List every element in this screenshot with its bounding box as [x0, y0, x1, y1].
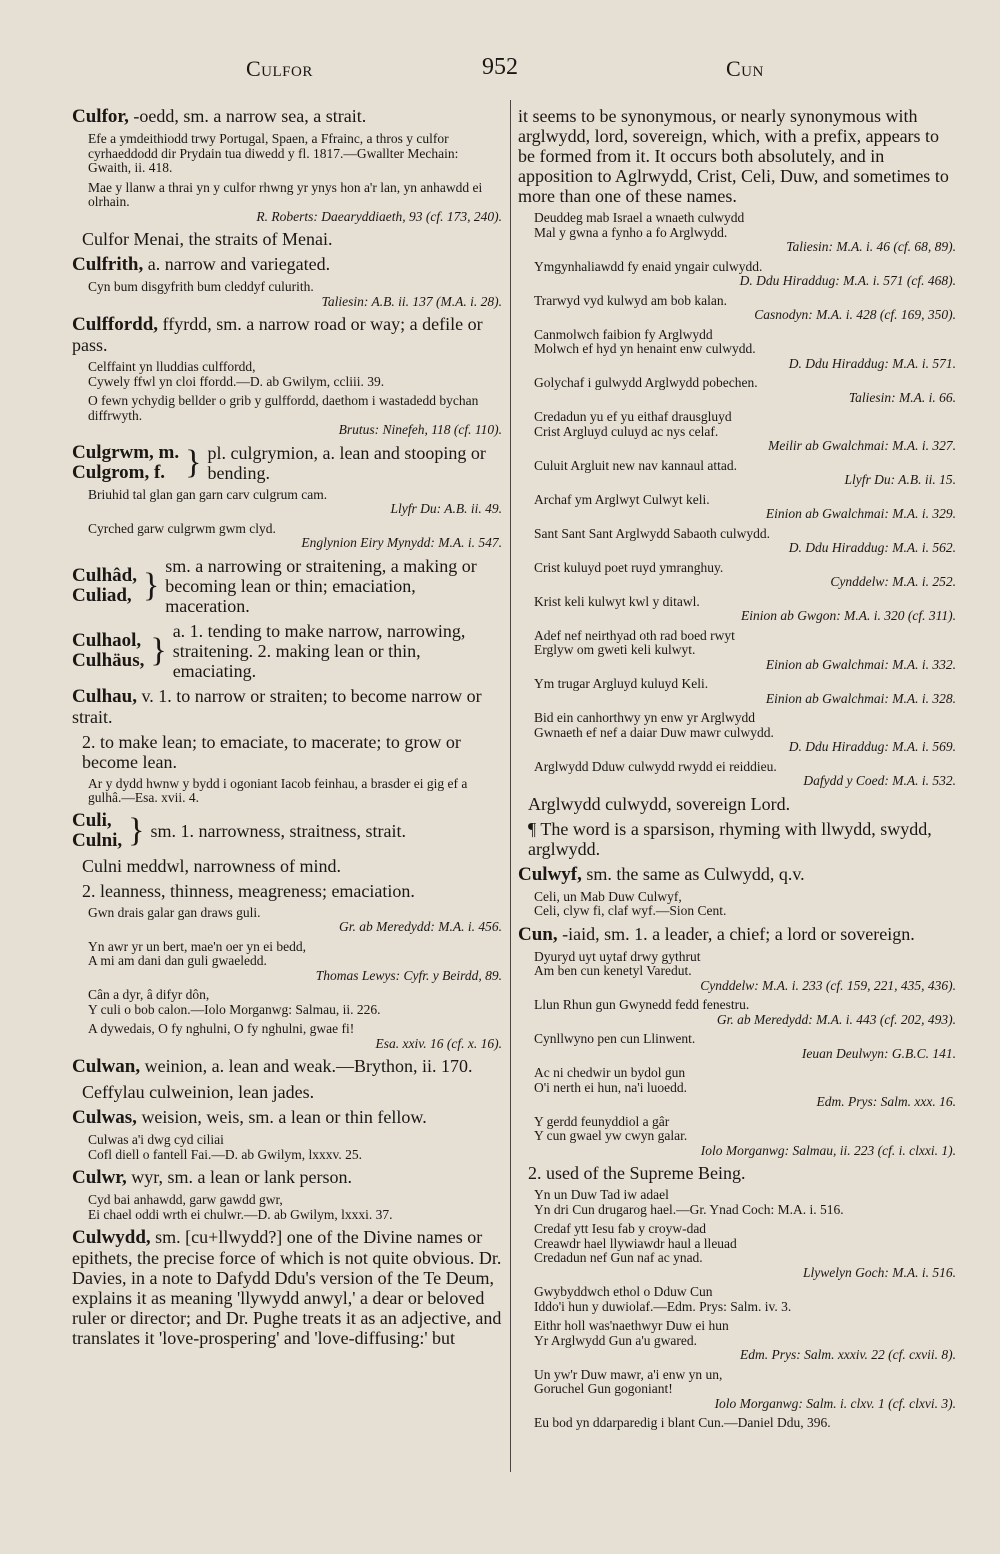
citation: [518, 1285, 956, 1314]
citation-line: Briuhid tal glan gan garn carv culgrum cam.: [88, 486, 328, 502]
citation: [518, 629, 956, 673]
citation-line: Dyuryd uyt uytaf drwy gythrut: [534, 948, 701, 964]
citation-source: Casnodyn: M.A. i. 428 (cf. 169, 350).: [754, 307, 956, 322]
citation-line: Iddo'i hun y duwiolaf.—Edm. Prys: Salm. iv. 3.: [534, 1298, 792, 1314]
citation-source: Llyfr Du: A.B. ii. 49.: [390, 501, 502, 516]
citation-line: Efe a ymdeithiodd trwy Portugal, Spaen, a Ffrainc, a thros y culfor cyrhaeddodd dir Prydain tua diwedd y fl. 1817.—Gwallter Mechain: Gwaith, ii. 418.: [88, 131, 459, 175]
citation-line: Adef nef neirthyad oth rad boed rwyt: [534, 627, 735, 643]
sub-sense: Culfor Menai, the straits of Menai.: [82, 229, 333, 249]
citation-source: Taliesin: M.A. i. 66.: [848, 389, 956, 405]
citation: [72, 940, 502, 984]
citation-source: Esa. xxiv. 16 (cf. x. 16).: [375, 1035, 502, 1051]
citation-source: Einion ab Gwgon: M.A. i. 320 (cf. 311).: [741, 608, 956, 623]
paired-entry: [72, 621, 502, 681]
header-right-guideword: Cun: [726, 56, 764, 81]
entry-definition: a. 1. tending to make narrow, narrowing, straitening. 2. making lean or thin, emaciating.: [172, 620, 466, 681]
citation-line: Crist Argluyd culuyd ac nys celaf.: [534, 423, 719, 439]
headword: Culwydd,: [72, 1227, 151, 1248]
citation-source: Thomas Lewys: Cyfr. y Beirdd, 89.: [315, 967, 502, 983]
entry-definition: sm. [cu+llwydd?] one of the Divine names or epithets, the precise force of which is not quite obvious. Dr. Davies, in a note to Dafydd Ddu's version of the Te Deum, explains it as meaning 'llywydd anwyl,' a dear or beloved ruler or director; and Dr. Pughe treats it as an adjective, and translates it 'love-prospering' and 'love-diffusing:' but: [72, 1227, 502, 1348]
citation-source: D. Ddu Hiraddug: M.A. i. 562.: [788, 540, 956, 555]
paired-entry: [72, 811, 502, 851]
citation-line: Yn un Duw Tad iw adael: [534, 1187, 669, 1202]
paired-entry: [72, 556, 502, 616]
headword-pair: [72, 443, 179, 483]
citation-source: Iolo Morganwg: Salm. i. clxv. 1 (cf. clxvi. 3).: [714, 1395, 956, 1411]
entry-definition: a. narrow and variegated.: [143, 254, 331, 274]
citation-line: Yn dri Cun drugarog hael.—Gr. Ynad Coch: M.A. i. 516.: [534, 1201, 844, 1217]
citation: [518, 1368, 956, 1412]
citation: [518, 1416, 956, 1431]
headword-pair: [72, 631, 144, 671]
citation-line: Cân a dyr, â difyr dôn,: [88, 987, 210, 1002]
entry-definition: wyr, sm. a lean or lank person.: [126, 1167, 352, 1187]
citation: [518, 260, 956, 289]
citation-source: Taliesin: A.B. ii. 137 (M.A. i. 28).: [321, 293, 502, 309]
headword: Culhäus,: [72, 649, 145, 671]
citation-line: Goruchel Gun gogoniant!: [534, 1381, 673, 1396]
citation-line: Golychaf i gulwydd Arglwydd pobechen.: [534, 375, 758, 390]
citation: [72, 522, 502, 551]
citation: [518, 1319, 956, 1363]
citation-line: Llun Rhun gun Gwynedd fedd fenestru.: [534, 997, 750, 1012]
left-column: [72, 106, 502, 1472]
citation-line: Cyrched garw culgrwm gwm clyd.: [88, 520, 276, 536]
citation-line: Mae y llanw a thrai yn y culfor rhwng yr ynys hon a'r lan, yn anhawdd ei olrhain.: [88, 179, 483, 209]
sub-sense: 2. used of the Supreme Being.: [528, 1163, 746, 1183]
citation-source: Gr. ab Meredydd: M.A. i. 443 (cf. 202, 493).: [716, 1011, 956, 1027]
citation: [72, 360, 502, 389]
citation-line: Canmolwch faibion fy Arglwydd: [534, 326, 713, 342]
headword-pair: [72, 811, 122, 851]
citation-line: Celi, clyw fi, claf wyf.—Sion Cent.: [534, 903, 727, 918]
citation-source: D. Ddu Hiraddug: M.A. i. 569.: [788, 739, 956, 754]
citation-line: Gwn drais galar gan draws guli.: [88, 904, 261, 920]
citation-line: Eithr holl was'naethwyr Duw ei hun: [534, 1318, 729, 1333]
citation-line: O fewn ychydig bellder o grib y gulffordd, daethom i wastadedd bychan diffrwyth.: [88, 393, 479, 423]
citation: [518, 711, 956, 755]
citation: [518, 998, 956, 1027]
citation-line: Cynllwyno pen cun Llinwent.: [534, 1031, 696, 1046]
citation-source: D. Ddu Hiraddug: M.A. i. 571.: [788, 355, 956, 371]
brace-icon: }: [142, 566, 160, 604]
citation: [518, 561, 956, 590]
citation: [72, 181, 502, 225]
entry-definition: v. 1. to narrow or straiten; to become narrow or strait.: [72, 685, 482, 727]
headword: Culffordd,: [72, 314, 159, 335]
citation-source: D. Ddu Hiraddug: M.A. i. 571 (cf. 468).: [739, 273, 956, 288]
citation: [72, 280, 502, 309]
entry-definition: sm. the same as Culwydd, q.v.: [581, 863, 805, 884]
headword: Culhaol,: [72, 629, 142, 651]
citation: [518, 1115, 956, 1159]
entry-definition: ffyrdd, sm. a narrow road or way; a defile or pass.: [72, 314, 483, 355]
brace-icon: }: [128, 811, 145, 849]
citation-source: Einion ab Gwalchmai: M.A. i. 329.: [765, 506, 956, 521]
citation-line: Ac ni chedwir un bydol gun: [534, 1065, 686, 1080]
citation-line: Culuit Argluit new nav kannaul attad.: [534, 457, 737, 473]
citation-line: Sant Sant Sant Arglwydd Sabaoth culwydd.: [534, 525, 770, 541]
citation-source: Englynion Eiry Mynydd: M.A. i. 547.: [301, 535, 502, 550]
headword: Culwas,: [72, 1107, 137, 1128]
entry-definition: weinion, a. lean and weak.—Brython, ii. 170.: [140, 1056, 473, 1076]
citation: [518, 1032, 956, 1061]
citation: [72, 132, 502, 176]
dictionary-entry: [518, 924, 956, 945]
sub-sense: 2. leanness, thinness, meagreness; emaciation.: [82, 880, 415, 901]
running-header: [0, 52, 1000, 84]
citation: [518, 1222, 956, 1280]
citation-line: Molwch ef hyd yn henaint enw culwydd.: [534, 341, 756, 356]
headword: Culwyf,: [518, 863, 582, 885]
sub-sense: Ceffylau culweinion, lean jades.: [82, 1082, 315, 1102]
citation: [72, 488, 502, 517]
citation: [518, 527, 956, 556]
citation-line: Un yw'r Duw mawr, a'i enw yn un,: [534, 1366, 723, 1382]
citation: [518, 493, 956, 522]
headword: Culhau,: [72, 685, 137, 707]
citation-line: Am ben cun kenetyl Varedut.: [534, 963, 692, 978]
citation-source: Dafydd y Coed: M.A. i. 532.: [803, 773, 956, 788]
citation: [518, 1188, 956, 1217]
headword: Culwr,: [72, 1167, 127, 1188]
citation-line: Cywely ffwl yn cloi ffordd.—D. ab Gwilym, ccliii. 39.: [88, 373, 385, 389]
citation-line: A dywedais, O fy nghulni, O fy nghulni, gwae fi!: [88, 1021, 355, 1036]
brace-icon: }: [185, 443, 202, 481]
citation-line: Credadun yu ef yu eithaf drausgluyd: [534, 409, 732, 424]
citation-line: Y cun gwael yw cwyn galar.: [534, 1128, 688, 1143]
headword: Culgrwm, m.: [72, 441, 180, 463]
citation-source: R. Roberts: Daearyddiaeth, 93 (cf. 173, 240).: [256, 208, 502, 224]
citation-line: Bid ein canhorthwy yn enw yr Arglwydd: [534, 710, 755, 725]
citation-source: Einion ab Gwalchmai: M.A. i. 328.: [765, 690, 956, 706]
citation: [518, 294, 956, 323]
citation: [72, 1022, 502, 1051]
citation-source: Iolo Morganwg: Salmau, ii. 223 (cf. i. clxxi. 1).: [700, 1142, 956, 1158]
headword: Culni,: [72, 829, 123, 851]
citation-line: Krist keli kulwyt kwl y ditawl.: [534, 593, 700, 609]
citation-source: Taliesin: M.A. i. 46 (cf. 68, 89).: [786, 239, 956, 254]
citation-line: Gwnaeth ef nef a daiar Duw mawr culwydd.: [534, 724, 774, 740]
citation-line: Y gerdd feunyddiol a gâr: [534, 1113, 670, 1129]
sub-sense: ¶ The word is a sparsison, rhyming with llwydd, swydd, arglwydd.: [528, 818, 932, 859]
dictionary-entry: [72, 106, 502, 127]
headword: Culi,: [72, 809, 112, 831]
citation: [72, 394, 502, 438]
entry-definition: pl. culgrymion, a. lean and stooping or bending.: [207, 442, 486, 483]
citation-line: A mi am dani dan guli gwaeledd.: [88, 953, 267, 968]
citation: [518, 1066, 956, 1110]
citation: [72, 1193, 502, 1222]
page-number: 952: [482, 54, 518, 80]
dictionary-entry: [72, 1167, 502, 1188]
citation-line: Celi, un Mab Duw Culwyf,: [534, 888, 682, 904]
header-left-guideword: Culfor: [246, 56, 313, 81]
sub-sense: 2. to make lean; to emaciate, to macerate; to grow or become lean.: [82, 731, 461, 772]
sub-sense: Culni meddwl, narrowness of mind.: [82, 855, 341, 876]
citation-line: Culwas a'i dwg cyd ciliai: [88, 1132, 224, 1147]
citation: [518, 760, 956, 789]
paired-entry: [72, 443, 502, 483]
citation-source: Meilir ab Gwalchmai: M.A. i. 327.: [768, 438, 956, 453]
citation-line: Credaf ytt Iesu fab y croyw-dad: [534, 1221, 707, 1236]
headword: Culwan,: [72, 1056, 141, 1077]
entry-definition: weision, weis, sm. a lean or thin fellow.: [136, 1107, 427, 1127]
citation-line: Cofl diell o fantell Fai.—D. ab Gwilym, lxxxv. 25.: [88, 1146, 362, 1162]
citation-source: Cynddelw: M.A. i. 252.: [830, 574, 956, 589]
brace-icon: }: [150, 631, 167, 669]
citation-line: Yr Arglwydd Gun a'u gwared.: [534, 1332, 698, 1348]
citation-line: Ymgynhaliawdd fy enaid yngair culwydd.: [534, 258, 763, 274]
sub-sense: Arglwydd culwydd, sovereign Lord.: [528, 793, 791, 814]
citation-line: Ei chael oddi wrth ei chulwr.—D. ab Gwilym, lxxxi. 37.: [88, 1206, 393, 1222]
citation-line: Eu bod yn ddarparedig i blant Cun.—Daniel Ddu, 396.: [534, 1415, 831, 1430]
citation: [518, 677, 956, 706]
citation: [518, 595, 956, 624]
headword: Culfrith,: [72, 254, 144, 275]
citation-line: Gwybyddwch ethol o Dduw Cun: [534, 1284, 713, 1299]
citation-line: Deuddeg mab Israel a wnaeth culwydd: [534, 210, 745, 225]
citation-line: Mal y gwna a fynho a fo Arglwydd.: [534, 224, 728, 240]
citation-line: Ar y dydd hwnw y bydd i ogoniant Iacob feinhau, a brasder ei gig ef a gulhâ.—Esa. xvii. 4.: [88, 775, 468, 805]
entry-definition: sm. a narrowing or straitening, a making or becoming lean or thin; emaciation, maceration.: [165, 555, 477, 616]
dictionary-entry: [72, 254, 502, 275]
citation-source: Llywelyn Goch: M.A. i. 516.: [803, 1264, 956, 1280]
citation-line: Celffaint yn lluddias culffordd,: [88, 359, 256, 374]
dictionary-entry: [72, 1056, 502, 1077]
entry-definition: -iaid, sm. 1. a leader, a chief; a lord or sovereign.: [557, 923, 915, 944]
citation-line: Ym trugar Argluyd kuluyd Keli.: [534, 676, 709, 691]
dictionary-entry: [72, 314, 502, 355]
citation-line: Erglyw om gweti keli kulwyt.: [534, 642, 696, 657]
citation: [518, 890, 956, 919]
citation-source: Edm. Prys: Salm. xxxiv. 22 (cf. cxvii. 8).: [739, 1347, 956, 1362]
citation: [72, 988, 502, 1017]
citation-line: Creawdr hael llywiawdr haul a lleuad: [534, 1235, 737, 1251]
dictionary-entry: [72, 1107, 502, 1128]
citation: [518, 211, 956, 255]
citation-source: Cynddelw: M.A. i. 233 (cf. 159, 221, 435, 436).: [700, 977, 956, 993]
headword: Culhâd,: [72, 564, 137, 586]
citation-line: Crist kuluyd poet ruyd ymranghuy.: [534, 559, 724, 575]
headword: Culiad,: [72, 584, 132, 606]
citation-source: Einion ab Gwalchmai: M.A. i. 332.: [765, 656, 956, 672]
dictionary-entry: [72, 686, 502, 727]
citation-line: Arglwydd Dduw culwydd rwydd ei reiddieu.: [534, 758, 777, 774]
citation-line: Archaf ym Arglwyt Culwyt keli.: [534, 491, 710, 507]
right-column: [518, 106, 956, 1472]
citation-source: Gr. ab Meredydd: M.A. i. 456.: [339, 919, 502, 934]
citation-line: Credadun nef Gun naf ac ynad.: [534, 1250, 703, 1265]
citation-line: Cyn bum disgyfrith bum cleddyf culurith.: [88, 279, 314, 294]
citation: [72, 906, 502, 935]
citation-line: Yn awr yr un bert, mae'n oer yn ei bedd,: [88, 938, 306, 954]
headword: Culfor,: [72, 106, 129, 127]
entry-definition: -oedd, sm. a narrow sea, a strait.: [128, 106, 367, 126]
citation: [518, 410, 956, 454]
citation-line: O'i nerth ei hun, na'i luoedd.: [534, 1079, 687, 1095]
entry-continuation: it seems to be synonymous, or nearly synonymous with arglwydd, lord, sovereign, which, with a prefix, appears to be formed from it. It occurs both absolutely, and in apposition to Aglrwydd, Crist, Celi, Duw, and sometimes to more than one of these names.: [518, 106, 949, 206]
entry-definition: sm. 1. narrowness, straitness, strait.: [150, 820, 406, 841]
dictionary-entry: [518, 864, 956, 885]
dictionary-entry: [72, 1227, 502, 1348]
headword: Culgrom, f.: [72, 461, 166, 483]
citation-source: Llyfr Du: A.B. ii. 15.: [844, 472, 956, 487]
citation: [518, 950, 956, 994]
headword: Cun,: [518, 923, 558, 945]
citation-line: Trarwyd vyd kulwyd am bob kalan.: [534, 292, 727, 308]
citation-source: Ieuan Deulwyn: G.B.C. 141.: [801, 1045, 956, 1061]
citation-source: Edm. Prys: Salm. xxx. 16.: [816, 1094, 956, 1109]
column-divider: [510, 100, 511, 1472]
headword-pair: [72, 566, 137, 606]
citation: [72, 777, 502, 806]
citation: [518, 328, 956, 372]
citation: [72, 1133, 502, 1162]
citation-line: Cyd bai anhawdd, garw gawdd gwr,: [88, 1192, 283, 1207]
citation: [518, 376, 956, 405]
citation-source: Brutus: Ninefeh, 118 (cf. 110).: [338, 422, 502, 437]
citation-line: Y culi o bob calon.—Iolo Morganwg: Salmau, ii. 226.: [88, 1001, 381, 1017]
citation: [518, 459, 956, 488]
